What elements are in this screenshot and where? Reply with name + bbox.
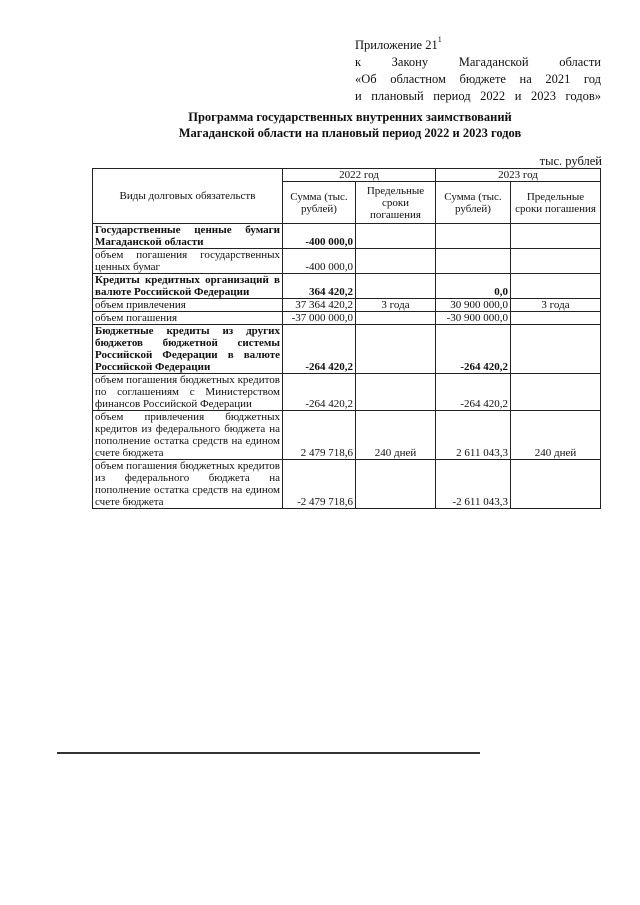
annex-word-law: Закону [391, 55, 429, 70]
header-term-2023: Предельные сроки погашения [511, 182, 601, 224]
header-year-2022: 2022 год [283, 169, 436, 182]
row-name: объем погашения государственных ценных бумаг [93, 249, 283, 274]
header-row-years [93, 169, 601, 182]
row-sum-2023: 30 900 000,0 [436, 299, 511, 312]
row-sum-2022: -37 000 000,0 [283, 312, 356, 325]
header-term-2022: Предельные сроки погашения [356, 182, 436, 224]
row-term-2023 [511, 325, 601, 374]
table-row [93, 299, 601, 312]
row-sum-2023: -30 900 000,0 [436, 312, 511, 325]
annex-word-magadan: Магаданской [458, 55, 529, 70]
row-term-2023 [511, 312, 601, 325]
row-sum-2023 [436, 249, 511, 274]
row-sum-2023: 0,0 [436, 274, 511, 299]
unit-label: тыс. рублей [539, 154, 602, 168]
row-sum-2022: -2 479 718,6 [283, 460, 356, 509]
row-sum-2023 [436, 224, 511, 249]
divider-line [57, 752, 480, 754]
row-name: Кредиты кредитных организаций в валюте Российской Федерации [93, 274, 283, 299]
row-term-2023: 3 года [511, 299, 601, 312]
row-name: объем привлечения бюджетных кредитов из федерального бюджета на пополнение остатка средств на едином счете бюджета [93, 411, 283, 460]
title-line-1: Программа государственных внутренних заимствований [188, 110, 512, 124]
table-row [93, 312, 601, 325]
table-row [93, 325, 601, 374]
row-term-2022 [356, 312, 436, 325]
row-name: объем привлечения [93, 299, 283, 312]
row-name: Бюджетные кредиты из других бюджетов бюджетной системы Российской Федерации в валюте Российской Федерации [93, 325, 283, 374]
row-term-2022: 240 дней [356, 411, 436, 460]
row-term-2022: 3 года [356, 299, 436, 312]
row-term-2023 [511, 224, 601, 249]
annex-header [355, 33, 601, 105]
row-term-2022 [356, 325, 436, 374]
title-line-2: Магаданской области на плановый период 2022 и 2023 годов [178, 126, 522, 140]
row-sum-2022: -400 000,0 [283, 224, 356, 249]
row-term-2023 [511, 249, 601, 274]
row-sum-2022: 364 420,2 [283, 274, 356, 299]
row-name: Государственные ценные бумаги Магаданской области [93, 224, 283, 249]
table-row [93, 374, 601, 411]
annex-line-3: «Об областном бюджете на 2021 год [355, 72, 601, 87]
row-sum-2022: -264 420,2 [283, 374, 356, 411]
table-row [93, 274, 601, 299]
row-sum-2023: -264 420,2 [436, 374, 511, 411]
header-year-2023: 2023 год [436, 169, 601, 182]
row-term-2023 [511, 274, 601, 299]
row-term-2023 [511, 460, 601, 509]
annex-line-1 [355, 33, 601, 54]
row-sum-2022: 37 364 420,2 [283, 299, 356, 312]
row-sum-2023: -2 611 043,3 [436, 460, 511, 509]
row-term-2022 [356, 274, 436, 299]
row-sum-2022: -400 000,0 [283, 249, 356, 274]
annex-word-region: области [559, 55, 601, 70]
row-term-2022 [356, 224, 436, 249]
table-body [93, 224, 601, 509]
header-kind: Виды долговых обязательств [93, 169, 283, 224]
header-sum-2023: Сумма (тыс. рублей) [436, 182, 511, 224]
row-sum-2022: -264 420,2 [283, 325, 356, 374]
annex-number-sup: 1 [437, 35, 442, 44]
row-term-2023: 240 дней [511, 411, 601, 460]
table-row [93, 249, 601, 274]
table-row [93, 411, 601, 460]
row-term-2022 [356, 249, 436, 274]
annex-line-2 [355, 54, 601, 71]
row-name: объем погашения бюджетных кредитов из федерального бюджета на пополнение остатка средств на едином счете бюджета [93, 460, 283, 509]
row-sum-2022: 2 479 718,6 [283, 411, 356, 460]
row-term-2023 [511, 374, 601, 411]
row-sum-2023: -264 420,2 [436, 325, 511, 374]
row-name: объем погашения бюджетных кредитов по соглашениям с Министерством финансов Российской Федерации [93, 374, 283, 411]
row-term-2022 [356, 460, 436, 509]
table-row [93, 460, 601, 509]
row-sum-2023: 2 611 043,3 [436, 411, 511, 460]
document-title [90, 109, 610, 141]
annex-number: Приложение 21 [355, 38, 438, 53]
table-row [93, 224, 601, 249]
row-term-2022 [356, 374, 436, 411]
borrowing-program-table [92, 168, 601, 509]
row-name: объем погашения [93, 312, 283, 325]
annex-line-4: и плановый период 2022 и 2023 годов» [355, 89, 601, 104]
header-sum-2022: Сумма (тыс. рублей) [283, 182, 356, 224]
annex-word-k: к [355, 55, 362, 70]
